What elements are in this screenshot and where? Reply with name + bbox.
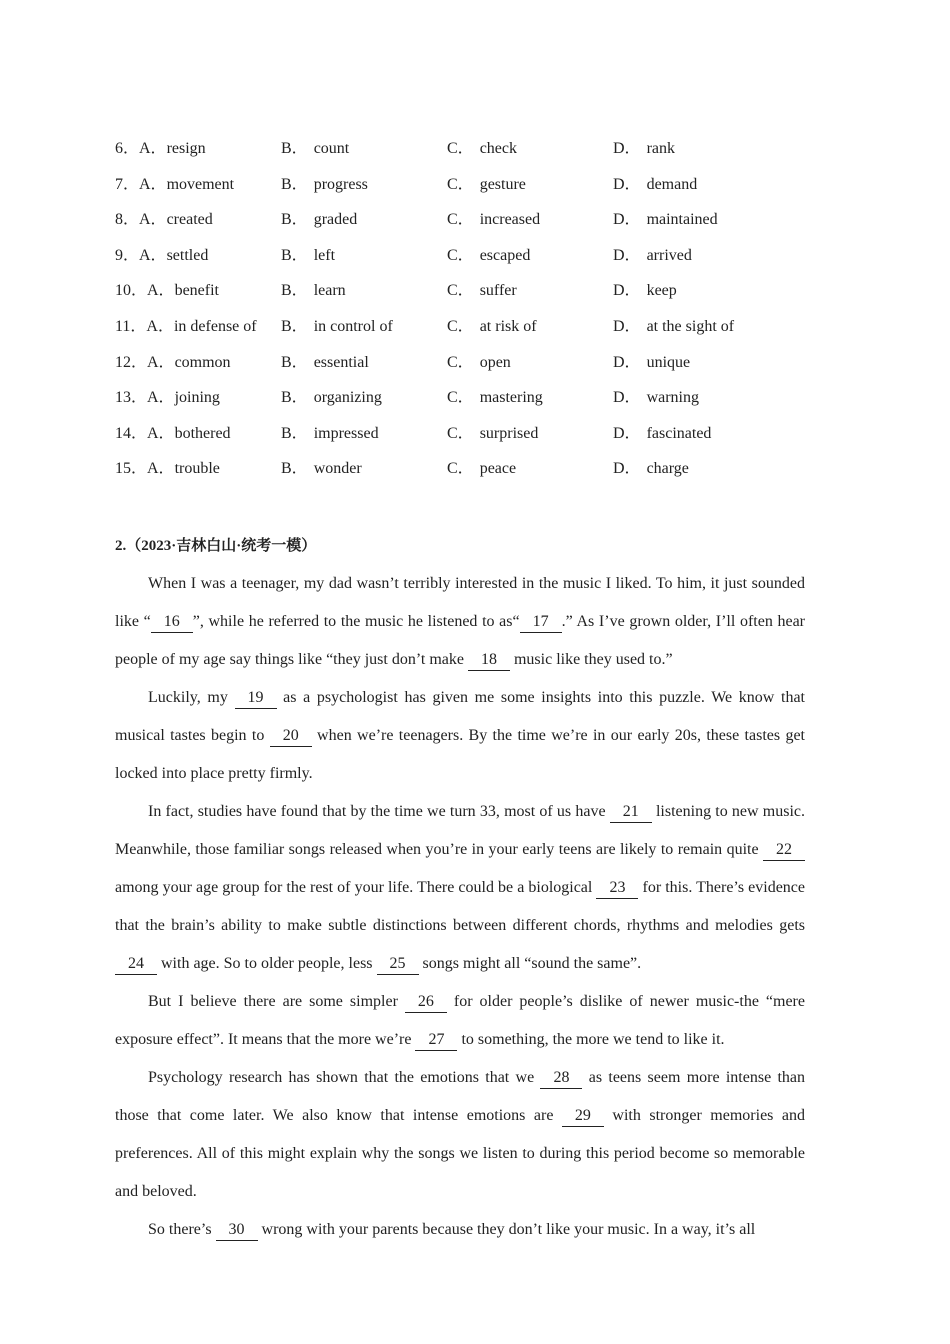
blank-18: 18 [468, 650, 510, 671]
passage-paragraph-2 [115, 679, 805, 793]
question-number: 6．A． [115, 140, 167, 157]
passage-text: for this. There’s evidence that the brain’s ability to make subtle distinctions between different chords, rhythms and melodies gets [115, 878, 806, 934]
option-b: graded [313, 211, 358, 229]
option-c: at risk of [479, 317, 537, 335]
option-letter: B． [281, 317, 308, 335]
option-letter: B． [281, 211, 308, 229]
passage-text: when we’re teenagers. By the time we’re in our early 20s, these tastes get locked into place pretty firmly. [115, 726, 805, 782]
option-letter: C． [447, 424, 474, 442]
option-row-10 [115, 273, 805, 309]
option-d: demand [646, 175, 698, 193]
passage-text: Luckily, my [148, 688, 235, 706]
option-letter: C． [447, 246, 474, 264]
option-row-12 [115, 345, 805, 381]
blank-21: 21 [610, 802, 652, 823]
option-letter: D． [613, 317, 641, 335]
passage-text: with stronger memories and preferences. All of this might explain why the songs we listen to during this period become so memorable and beloved. [115, 1106, 805, 1200]
option-row-13 [115, 380, 805, 416]
option-letter: D． [613, 282, 641, 300]
passage-paragraph-5 [115, 1059, 805, 1211]
option-row-14 [115, 416, 805, 452]
passage-text: .” As I’ve grown older, I’ll often hear people of my age say things like “they just don’t make [115, 612, 806, 668]
passage-text: with age. So to older people, less [157, 954, 377, 972]
option-a: movement [166, 175, 235, 193]
option-letter: C． [447, 317, 474, 335]
option-b: impressed [313, 424, 379, 442]
option-c: peace [479, 460, 517, 478]
passage-text: ”, while he referred to the music he listened to as“ [192, 612, 520, 630]
option-c: check [479, 140, 517, 157]
passage-text: as a psychologist has given me some insights into this puzzle. We know that musical tastes begin to [115, 688, 805, 744]
question-number: 11．A． [115, 317, 174, 335]
answer-options [115, 131, 805, 487]
option-row-7 [115, 167, 805, 203]
passage-text: Psychology research has shown that the emotions that we [148, 1068, 541, 1086]
option-d: unique [646, 353, 691, 371]
option-a: settled [166, 246, 209, 264]
option-b: left [313, 246, 336, 264]
passage-text: listening to new music. Meanwhile, those familiar songs released when you’re in your early teens are likely to remain quite [115, 802, 805, 858]
option-c: open [479, 353, 511, 371]
option-letter: D． [613, 389, 641, 407]
blank-30: 30 [216, 1220, 258, 1241]
passage-text: to something, the more we tend to like it. [457, 1030, 725, 1048]
option-a: bothered [174, 424, 231, 442]
option-c: escaped [479, 246, 531, 264]
option-letter: C． [447, 460, 474, 478]
option-b: in control of [313, 317, 393, 335]
option-row-11 [115, 309, 805, 345]
blank-22: 22 [763, 840, 805, 861]
blank-27: 27 [415, 1030, 457, 1051]
option-letter: D． [613, 211, 641, 229]
question-number: 14．A． [115, 424, 175, 442]
blank-16: 16 [151, 612, 193, 633]
option-letter: D． [613, 175, 641, 193]
passage-text: But I believe there are some simpler [148, 992, 405, 1010]
option-letter: D． [613, 460, 641, 478]
passage-paragraph-3 [115, 793, 805, 983]
option-a: joining [174, 389, 220, 407]
question-number: 12．A． [115, 353, 175, 371]
option-letter: D． [613, 246, 641, 264]
passage-text: songs might all “sound the same”. [418, 954, 642, 972]
option-b: organizing [313, 389, 382, 407]
option-b: progress [313, 175, 368, 193]
option-a: common [174, 353, 231, 371]
option-d: arrived [646, 246, 692, 264]
option-c: increased [479, 211, 541, 229]
option-letter: C． [447, 175, 474, 193]
option-letter: D． [613, 353, 641, 371]
option-c: suffer [479, 282, 517, 300]
passage-text: When I was a teenager, my dad wasn’t terribly interested in the music I liked. To him, it just sounded like “ [115, 574, 805, 630]
option-letter: B． [281, 353, 308, 371]
blank-23: 23 [596, 878, 638, 899]
passage-text: for older people’s dislike of newer music-the “mere exposure effect”. It means that the more we’re [115, 992, 805, 1048]
option-letter: B． [281, 424, 308, 442]
option-letter: B． [281, 246, 308, 264]
cloze-passage [115, 565, 805, 1249]
option-a: benefit [174, 282, 219, 300]
option-letter: C． [447, 353, 474, 371]
passage-text: wrong with your parents because they don’t like your music. In a way, it’s all [257, 1220, 756, 1238]
worksheet-page [115, 131, 805, 1249]
option-d: maintained [646, 211, 718, 229]
option-letter: B． [281, 175, 308, 193]
option-c: mastering [479, 389, 543, 407]
option-b: wonder [313, 460, 362, 478]
passage-text: among your age group for the rest of your life. There could be a biological [115, 878, 597, 896]
passage-paragraph-4 [115, 983, 805, 1059]
question-number: 8．A． [115, 211, 167, 229]
option-a: resign [166, 140, 206, 157]
option-a: created [166, 211, 213, 229]
passage-text: In fact, studies have found that by the time we turn 33, most of us have [148, 802, 610, 820]
blank-26: 26 [405, 992, 447, 1013]
blank-19: 19 [235, 688, 277, 709]
question-number: 10．A． [115, 282, 175, 300]
option-row-8 [115, 202, 805, 238]
option-a: trouble [174, 460, 220, 478]
passage-text: as teens seem more intense than those that come later. We also know that intense emotions are [115, 1068, 806, 1124]
question-number: 7．A． [115, 175, 167, 193]
option-letter: C． [447, 282, 474, 300]
option-letter: D． [613, 424, 641, 442]
blank-24: 24 [115, 954, 157, 975]
blank-17: 17 [520, 612, 562, 633]
option-row-15 [115, 451, 805, 487]
option-letter: C． [447, 211, 474, 229]
question-number: 9．A． [115, 246, 167, 264]
question-number: 15．A． [115, 460, 175, 478]
option-letter: B． [281, 460, 308, 478]
blank-29: 29 [562, 1106, 604, 1127]
option-a: in defense of [173, 317, 257, 335]
question-number: 13．A． [115, 389, 175, 407]
blank-20: 20 [270, 726, 312, 747]
option-letter: B． [281, 389, 308, 407]
blank-28: 28 [540, 1068, 582, 1089]
option-d: charge [646, 460, 689, 478]
option-d: fascinated [646, 424, 712, 442]
option-row-6 [115, 131, 805, 167]
passage-text: So there’s [148, 1220, 216, 1238]
option-c: surprised [479, 424, 539, 442]
option-d: warning [646, 389, 699, 407]
option-letter: B． [281, 282, 308, 300]
option-letter: D． [613, 140, 641, 157]
option-b: learn [313, 282, 346, 300]
option-c: gesture [479, 175, 526, 193]
option-letter: C． [447, 389, 474, 407]
option-b: count [313, 140, 350, 157]
passage-text: music like they used to.” [509, 650, 673, 668]
option-d: rank [646, 140, 675, 157]
option-b: essential [313, 353, 369, 371]
option-d: keep [646, 282, 677, 300]
blank-25: 25 [377, 954, 419, 975]
passage-paragraph-6 [115, 1211, 805, 1249]
option-d: at the sight of [646, 317, 735, 335]
option-letter: C． [447, 140, 474, 157]
option-letter: B． [281, 140, 308, 157]
option-row-9 [115, 238, 805, 274]
passage-paragraph-1 [115, 565, 805, 679]
section-title: 2.（2023·吉林白山·统考一模） [115, 537, 317, 554]
